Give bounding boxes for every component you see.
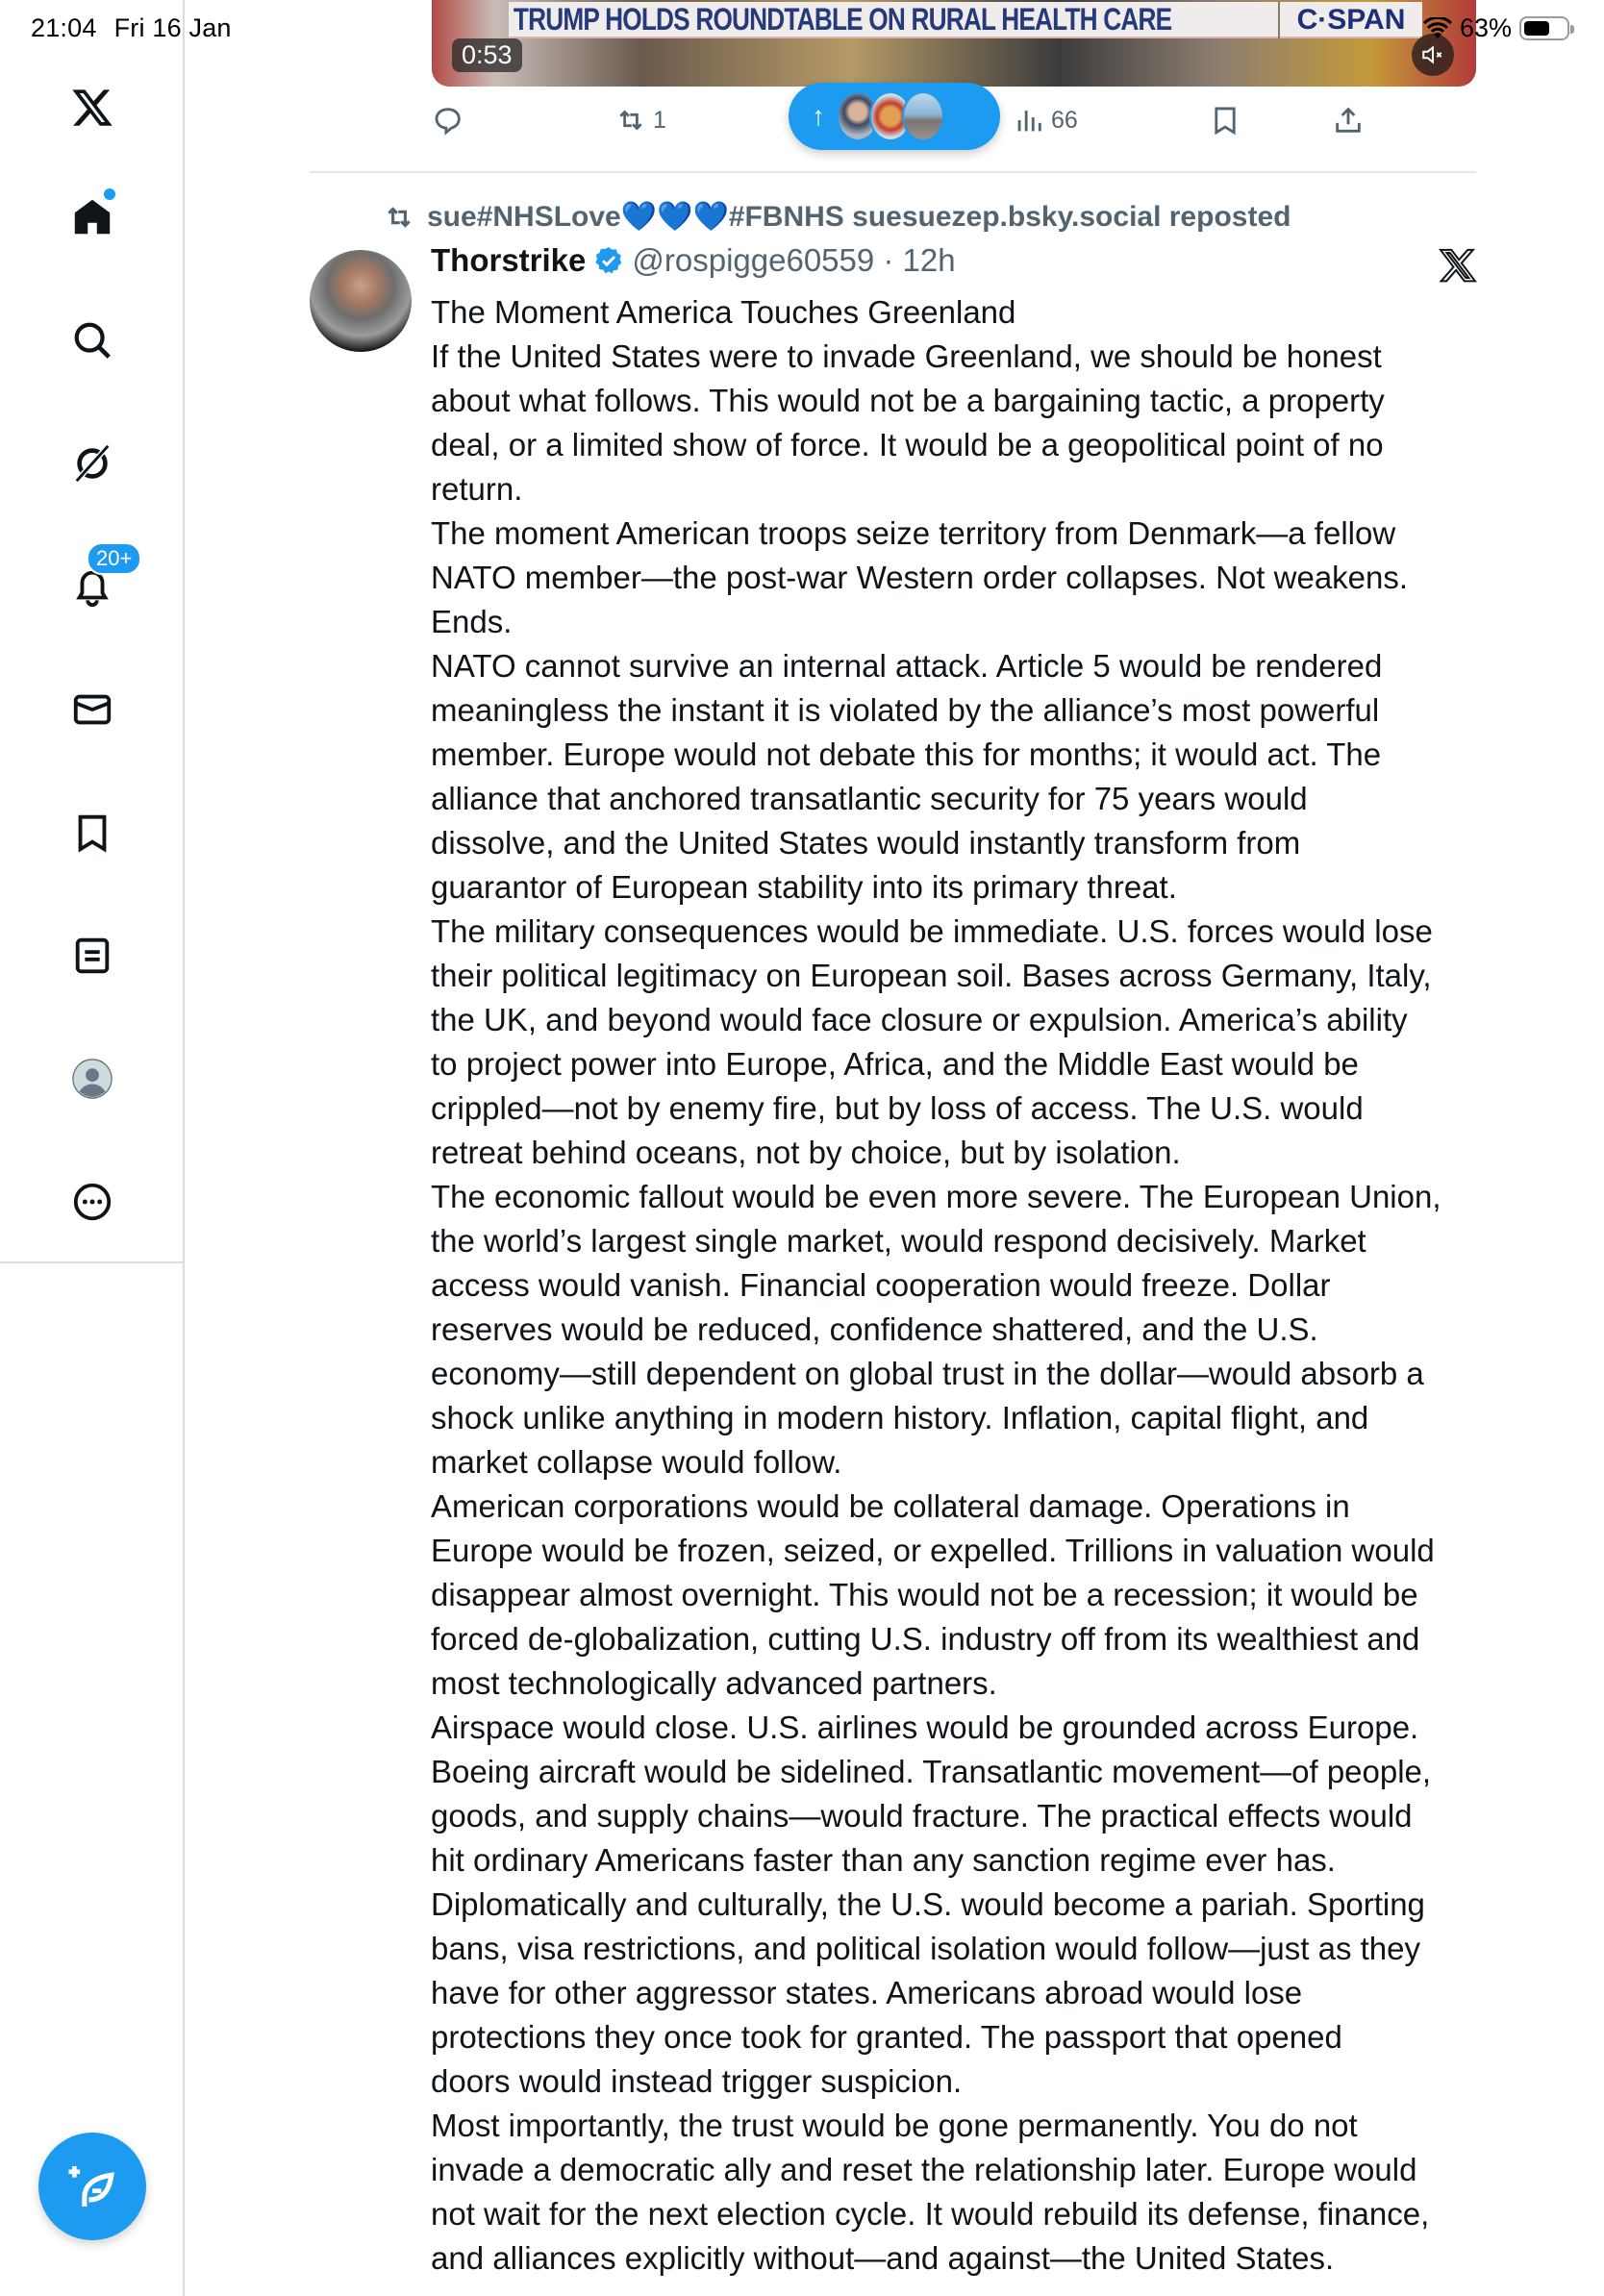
- bookmark-button[interactable]: [1209, 104, 1241, 137]
- views-count: 66: [1051, 106, 1078, 134]
- tweet-text-line: access would vanish. Financial cooperation would freeze. Dollar: [431, 1267, 1331, 1303]
- more-icon: [70, 1180, 114, 1224]
- tweet-text-line: the world’s largest single market, would respond decisively. Market: [431, 1223, 1366, 1259]
- video-lower-third: [509, 2, 1422, 38]
- new-posts-avatars: [837, 91, 944, 141]
- tweet-text-line: hit ordinary Americans faster than any sanction regime ever has.: [431, 1842, 1336, 1878]
- tweet-text-line: disappear almost overnight. This would not be a recession; it would be: [431, 1577, 1418, 1612]
- video-headline: TRUMP HOLDS ROUNDTABLE ON RURAL HEALTH CARE: [513, 1, 1172, 37]
- tweet-text-line: their political legitimacy on European soil. Bases across Germany, Italy,: [431, 958, 1432, 993]
- tweet-text-line: The military consequences would be immediate. U.S. forces would lose: [431, 913, 1433, 949]
- tweet-text-line: Diplomatically and culturally, the U.S. would become a pariah. Sporting: [431, 1886, 1425, 1922]
- repost-icon: [614, 104, 647, 137]
- tweet-text-line: alliance that anchored transatlantic security for 75 years would: [431, 781, 1308, 816]
- tweet-text-line: about what follows. This would not be a bargaining tactic, a property: [431, 383, 1385, 418]
- tweet-text-line: return.: [431, 471, 523, 507]
- tweet-text-line: Europe would be frozen, seized, or expelled. Trillions in valuation would: [431, 1533, 1435, 1568]
- post-divider: [310, 171, 1476, 173]
- tweet-text-line: The economic fallout would be even more severe. The European Union,: [431, 1179, 1441, 1214]
- tweet-text-line: Most importantly, the trust would be gone permanently. You do not: [431, 2108, 1358, 2143]
- tweet-text-line: protections they once took for granted. The passport that opened: [431, 2019, 1342, 2055]
- tweet-text-line: reserves would be reduced, confidence shattered, and the U.S.: [431, 1311, 1318, 1347]
- share-icon: [1332, 104, 1365, 137]
- sidebar-item-grok[interactable]: [62, 433, 123, 494]
- reply-button[interactable]: [432, 104, 464, 137]
- sidebar-item-search[interactable]: [62, 310, 123, 371]
- author-name[interactable]: Thorstrike: [431, 242, 587, 278]
- tweet-text-line: The moment American troops seize territory from Denmark—a fellow: [431, 515, 1396, 551]
- tweet-text-line: crippled—not by enemy fire, but by loss of access. The U.S. would: [431, 1090, 1364, 1126]
- status-bar-right: [1423, 13, 1569, 43]
- author-handle-time[interactable]: @rospigge60559 · 12h: [632, 242, 956, 278]
- tweet-text-line: American corporations would be collateral damage. Operations in: [431, 1488, 1350, 1524]
- wifi-icon: [1423, 17, 1452, 40]
- video-duration: 0:53: [452, 38, 522, 72]
- tweet-text-line: market collapse would follow.: [431, 1444, 842, 1480]
- speaker-muted-icon: [1420, 42, 1445, 67]
- home-icon: [70, 195, 114, 239]
- battery-icon: [1519, 16, 1569, 40]
- tweet-text-line: The Moment America Touches Greenland: [431, 294, 1016, 330]
- search-icon: [70, 318, 114, 362]
- tweet-text-line: to project power into Europe, Africa, and the Middle East would be: [431, 1046, 1359, 1082]
- status-time: 21:04: [31, 13, 97, 42]
- tweet-text: [431, 290, 1489, 2281]
- tweet-text-line: most technologically advanced partners.: [431, 1665, 997, 1701]
- notifications-badge: 20+: [87, 542, 141, 575]
- sidebar-item-bookmarks[interactable]: [62, 802, 123, 863]
- x-logo-icon: [70, 86, 114, 130]
- compose-feather-icon: [65, 2159, 119, 2213]
- avatar: [902, 91, 944, 141]
- tweet-text-line: goods, and supply chains—would fracture. The practical effects would: [431, 1798, 1413, 1834]
- tweet-text-line: guarantor of European stability into its primary threat.: [431, 869, 1177, 905]
- tweet-text-line: deal, or a limited show of force. It would be a geopolitical point of no: [431, 427, 1384, 462]
- repost-count: 1: [653, 106, 666, 134]
- x-grok-icon[interactable]: [1439, 246, 1477, 285]
- sidebar-item-home[interactable]: [62, 187, 123, 248]
- tweet-text-line: Airspace would close. U.S. airlines would be grounded across Europe.: [431, 1710, 1419, 1745]
- tweet-text-line: If the United States were to invade Greenland, we should be honest: [431, 338, 1382, 374]
- tweet-text-line: invade a democratic ally and reset the relationship later. Europe would: [431, 2152, 1417, 2187]
- compose-post-button[interactable]: [38, 2133, 146, 2240]
- grok-icon: [70, 441, 114, 486]
- tweet-text-line: doors would instead trigger suspicion.: [431, 2063, 963, 2099]
- tweet-text-line: economy—still dependent on global trust in the dollar—would absorb a: [431, 1356, 1424, 1391]
- tweet-text-line: NATO member—the post-war Western order collapses. Not weakens.: [431, 560, 1409, 595]
- tweet-text-line: member. Europe would not debate this for months; it would act. The: [431, 736, 1382, 772]
- status-date: Fri 16 Jan: [113, 13, 232, 42]
- sidebar-item-profile[interactable]: [62, 1048, 123, 1110]
- tweet-header: [431, 242, 956, 279]
- tweet-text-line: NATO cannot survive an internal attack. Article 5 would be rendered: [431, 648, 1383, 684]
- sidebar-divider: [0, 1261, 185, 1263]
- home-unread-dot: [104, 188, 115, 200]
- sidebar-item-x-logo[interactable]: [62, 77, 123, 138]
- tweet-text-line: bans, visa restrictions, and political isolation would follow—just as they: [431, 1931, 1420, 1966]
- reposted-by[interactable]: [383, 200, 1291, 234]
- views-button[interactable]: [1013, 104, 1078, 137]
- tweet-text-line: not wait for the next election cycle. It would rebuild its defense, finance,: [431, 2196, 1430, 2232]
- tweet-text-line: Boeing aircraft would be sidelined. Transatlantic movement—of people,: [431, 1754, 1432, 1789]
- arrow-up-icon: ↑: [812, 101, 825, 131]
- repost-icon: [383, 201, 415, 234]
- tweet-text-line: meaningless the instant it is violated by the alliance’s most powerful: [431, 692, 1380, 728]
- share-button[interactable]: [1332, 104, 1365, 137]
- verified-badge-icon: [593, 245, 624, 276]
- bookmark-icon: [1209, 104, 1241, 137]
- bookmark-icon: [70, 811, 114, 855]
- video-brand: C·SPAN: [1278, 2, 1422, 38]
- views-icon: [1013, 104, 1045, 137]
- tweet-text-line: Ends.: [431, 604, 513, 639]
- reposted-by-label: sue#NHSLove💙💙💙#FBNHS suesuezep.bsky.social reposted: [427, 201, 1291, 233]
- reply-icon: [432, 104, 464, 137]
- sidebar-item-messages[interactable]: [62, 679, 123, 740]
- tweet-text-line: have for other aggressor states. Americans abroad would lose: [431, 1975, 1303, 2010]
- avatar-icon: [70, 1057, 114, 1101]
- battery-percent: 63%: [1459, 13, 1512, 42]
- mail-icon: [70, 687, 114, 732]
- tweet-text-line: retreat behind oceans, not by choice, but by isolation.: [431, 1135, 1181, 1170]
- sidebar-item-more[interactable]: [62, 1171, 123, 1233]
- list-icon: [70, 934, 114, 978]
- tweet-text-line: and alliances explicitly without—and against—the United States.: [431, 2240, 1335, 2276]
- tweet-text-line: dissolve, and the United States would instantly transform from: [431, 825, 1301, 861]
- tweet-text-line: forced de-globalization, cutting U.S. industry off from its wealthiest and: [431, 1621, 1420, 1657]
- author-avatar[interactable]: [310, 250, 412, 352]
- sidebar-item-notifications[interactable]: [62, 546, 133, 617]
- video-player[interactable]: [432, 0, 1476, 87]
- tweet-text-line: the UK, and beyond would face closure or expulsion. America’s ability: [431, 1002, 1408, 1037]
- new-posts-pill[interactable]: [789, 83, 1000, 150]
- repost-button[interactable]: [614, 104, 666, 137]
- sidebar-nav: [0, 0, 185, 2296]
- sidebar-item-lists[interactable]: [62, 925, 123, 986]
- tweet-text-line: shock unlike anything in modern history. Inflation, capital flight, and: [431, 1400, 1369, 1435]
